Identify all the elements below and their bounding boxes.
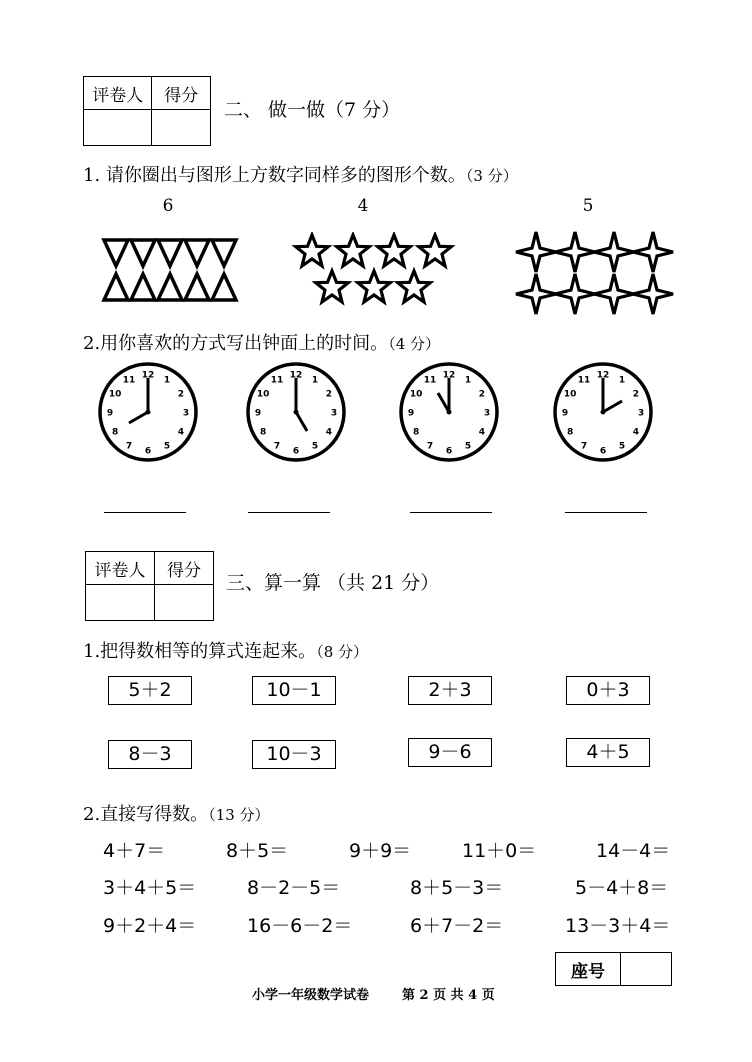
q1-text: 1. 请你圈出与图形上方数字同样多的图形个数。 (83, 165, 466, 186)
clock-numeral: 12 (141, 370, 155, 381)
triangle-icon[interactable] (104, 274, 128, 300)
clock-numeral: 12 (442, 370, 456, 381)
q2-points: （4 分） (388, 335, 440, 353)
clock-numeral: 6 (292, 446, 300, 457)
arithmetic-problem: 5－4＋8＝ (575, 877, 669, 899)
expression-box[interactable]: 10－1 (252, 676, 336, 705)
four-point-star-group (514, 230, 676, 316)
four-point-star-icon[interactable] (555, 232, 595, 272)
clock-numeral: 7 (125, 441, 133, 452)
section2-q1 (83, 161, 518, 187)
clock-numeral: 6 (445, 446, 453, 457)
clock-numeral: 3 (182, 408, 190, 419)
clock-numeral: 5 (464, 441, 472, 452)
grader-table-1 (83, 76, 211, 146)
clock-numeral: 2 (478, 389, 486, 400)
arithmetic-problem: 9＋9＝ (349, 840, 412, 862)
arithmetic-problem: 16－6－2＝ (247, 915, 353, 937)
star-icon[interactable] (358, 271, 390, 302)
score-header: 得分 (155, 552, 214, 585)
clock-numeral: 10 (108, 389, 122, 400)
s3q2-text: 2.直接写得数。 (83, 804, 209, 825)
triangle-icon[interactable] (158, 274, 182, 300)
star-icon[interactable] (337, 235, 369, 266)
expression-box[interactable]: 5＋2 (108, 676, 192, 705)
clock-numeral: 11 (270, 375, 284, 386)
grader-header: 评卷人 (86, 552, 155, 585)
clock-numeral: 5 (618, 441, 626, 452)
clock-numeral: 8 (259, 427, 267, 438)
arithmetic-problem: 8＋5－3＝ (410, 877, 504, 899)
clock-numeral: 1 (618, 375, 626, 386)
score-header: 得分 (152, 77, 211, 110)
clock-numeral: 12 (289, 370, 303, 381)
clock-numeral: 8 (111, 427, 119, 438)
triangle-icon[interactable] (212, 274, 236, 300)
hour-hand (438, 393, 449, 412)
hour-hand (129, 412, 148, 423)
clock-numeral: 1 (311, 375, 319, 386)
clock-numeral: 4 (478, 427, 486, 438)
clock-numeral: 8 (412, 427, 420, 438)
answer-blank[interactable] (248, 511, 330, 513)
clock-numeral: 2 (177, 389, 185, 400)
clock-numeral: 7 (273, 441, 281, 452)
star-icon[interactable] (398, 271, 430, 302)
s3q1-points: （8 分） (316, 643, 368, 661)
clock-center (601, 410, 606, 415)
clock-numeral: 7 (580, 441, 588, 452)
clock-numeral: 9 (561, 408, 569, 419)
clock-numeral: 2 (632, 389, 640, 400)
four-point-star-icon[interactable] (555, 274, 595, 314)
four-point-star-icon[interactable] (594, 232, 634, 272)
star-icon[interactable] (419, 235, 451, 266)
expression-box[interactable]: 10－3 (252, 740, 336, 769)
arithmetic-problem: 11＋0＝ (462, 840, 537, 862)
grader-header: 评卷人 (84, 77, 152, 110)
clock-numeral: 9 (407, 408, 415, 419)
count-number-stars: 4 (357, 196, 369, 216)
clock-numeral: 10 (409, 389, 423, 400)
clock-numeral: 10 (563, 389, 577, 400)
clock-center (146, 410, 151, 415)
clock-numeral: 11 (577, 375, 591, 386)
triangle-icon[interactable] (104, 240, 128, 266)
clock-numeral: 1 (464, 375, 472, 386)
answer-blank[interactable] (410, 511, 492, 513)
clock-face (243, 359, 349, 465)
clock-numeral: 4 (325, 427, 333, 438)
section2-q2 (83, 329, 440, 355)
answer-blank[interactable] (104, 511, 186, 513)
arithmetic-problem: 3＋4＋5＝ (103, 877, 197, 899)
hour-hand (296, 412, 307, 431)
score-cell[interactable] (155, 585, 214, 621)
clock-face (396, 359, 502, 465)
triangle-icon[interactable] (212, 240, 236, 266)
clock-numeral: 12 (596, 370, 610, 381)
clock-center (294, 410, 299, 415)
count-number-triangles: 6 (162, 196, 174, 216)
footer-page-number: 第 2 页 共 4 页 (402, 988, 495, 1003)
arithmetic-problem: 9＋2＋4＝ (103, 915, 197, 937)
clock-numeral: 9 (254, 408, 262, 419)
grader-table-2 (85, 551, 214, 621)
expression-box[interactable]: 2＋3 (408, 676, 492, 705)
clock-numeral: 9 (106, 408, 114, 419)
four-point-star-icon[interactable] (516, 232, 556, 272)
clock-numeral: 8 (566, 427, 574, 438)
clock-numeral: 11 (423, 375, 437, 386)
footer-exam-name: 小学一年级数学试卷 (252, 988, 370, 1003)
expression-box[interactable]: 4＋5 (566, 738, 650, 767)
arithmetic-problem: 6＋7－2＝ (410, 915, 504, 937)
score-cell[interactable] (152, 110, 211, 146)
expression-box[interactable]: 8－3 (108, 740, 192, 769)
star-icon[interactable] (296, 235, 328, 266)
clock-numeral: 4 (177, 427, 185, 438)
clock-center (447, 410, 452, 415)
four-point-star-icon[interactable] (633, 274, 673, 314)
star-icon[interactable] (316, 271, 348, 302)
answer-blank[interactable] (565, 511, 647, 513)
clock-numeral: 3 (483, 408, 491, 419)
clock-numeral: 10 (256, 389, 270, 400)
clock-numeral: 6 (599, 446, 607, 457)
clock-numeral: 2 (325, 389, 333, 400)
arithmetic-problem: 8－2－5＝ (247, 877, 341, 899)
clock-numeral: 4 (632, 427, 640, 438)
clock-numeral: 3 (637, 408, 645, 419)
seat-number-table (555, 952, 672, 986)
expression-box[interactable]: 9－6 (408, 738, 492, 767)
clock-numeral: 6 (144, 446, 152, 457)
section2-title: 二、 做一做（7 分） (224, 99, 401, 121)
count-number-sparkles: 5 (582, 196, 594, 216)
s3q2-points: （13 分） (208, 806, 270, 824)
triangle-icon[interactable] (131, 274, 155, 300)
section3-title: 三、算一算 （共 21 分） (226, 572, 440, 594)
star-icon[interactable] (378, 235, 410, 266)
star-group (290, 232, 460, 308)
clock-numeral: 1 (163, 375, 171, 386)
arithmetic-problem: 14－4＝ (596, 840, 671, 862)
four-point-star-icon[interactable] (516, 274, 556, 314)
arithmetic-problem: 13－3＋4＝ (565, 915, 671, 937)
clock-numeral: 3 (330, 408, 338, 419)
arithmetic-problem: 8＋5＝ (226, 840, 289, 862)
seat-cell[interactable] (621, 953, 672, 986)
triangle-icon[interactable] (131, 240, 155, 266)
triangle-icon[interactable] (185, 274, 209, 300)
triangle-icon[interactable] (158, 240, 182, 266)
four-point-star-icon[interactable] (633, 232, 673, 272)
grader-cell[interactable] (84, 110, 152, 146)
s3q1-text: 1.把得数相等的算式连起来。 (83, 641, 317, 662)
clock-numeral: 11 (122, 375, 136, 386)
triangle-icon[interactable] (185, 240, 209, 266)
clock-numeral: 5 (311, 441, 319, 452)
clock-face (95, 359, 201, 465)
section3-q2 (83, 800, 270, 826)
clock-numeral: 7 (426, 441, 434, 452)
q1-points: （3 分） (465, 167, 518, 185)
clock-numeral: 5 (163, 441, 171, 452)
seat-label: 座号 (556, 953, 621, 986)
clock-face (550, 359, 656, 465)
expression-box[interactable]: 0＋3 (566, 676, 650, 705)
four-point-star-icon[interactable] (594, 274, 634, 314)
grader-cell[interactable] (86, 585, 155, 621)
section3-q1 (83, 637, 368, 663)
arithmetic-problem: 4＋7＝ (103, 840, 166, 862)
triangle-group (100, 234, 240, 306)
q2-text: 2.用你喜欢的方式写出钟面上的时间。 (83, 333, 389, 354)
hour-hand (603, 401, 622, 412)
